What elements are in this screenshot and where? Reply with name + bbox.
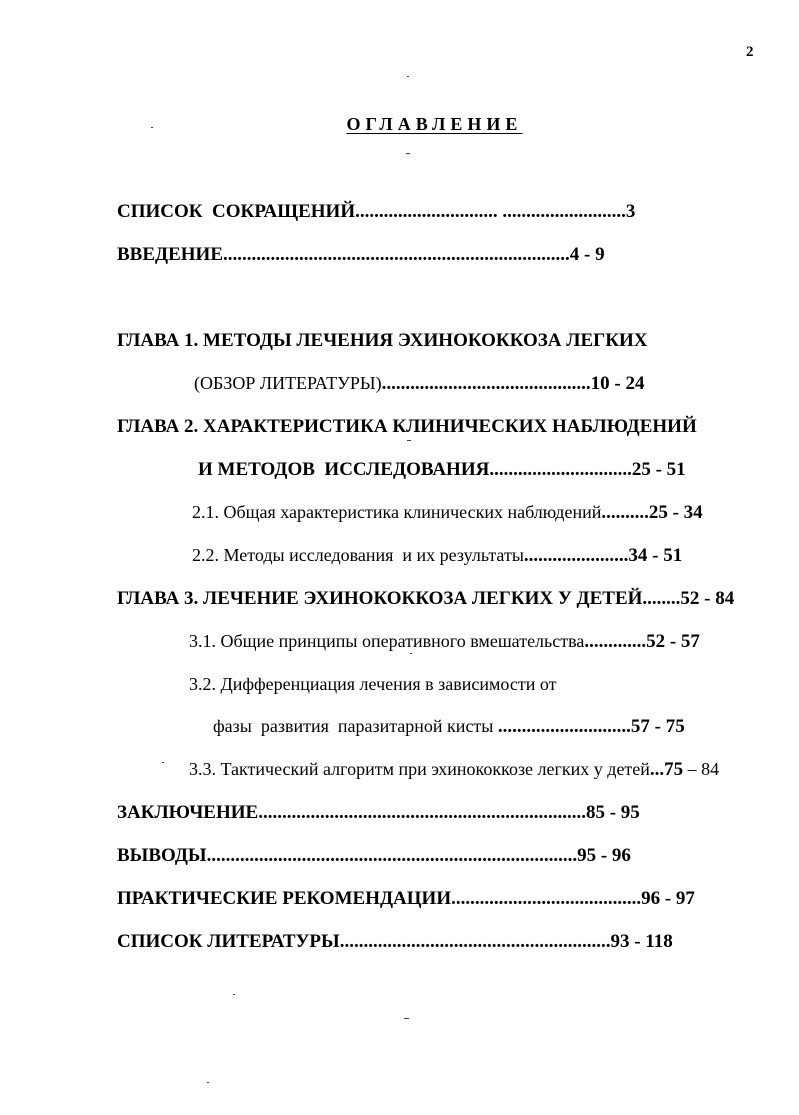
scan-speck — [207, 1082, 209, 1083]
toc-section-3-3-pages-end: – 84 — [683, 759, 720, 779]
toc-section-2-2-pages: ......................34 - 51 — [523, 545, 683, 566]
toc-section-3-3-text: 3.3. Тактический алгоритм при эхинококкозе легких у детей — [189, 759, 650, 779]
toc-chapter3-title: ГЛАВА 3. ЛЕЧЕНИЕ ЭХИНОКОККОЗА ЛЕГКИХ У ДЕТЕЙ........52 - 84 — [117, 588, 735, 609]
toc-section-2-1-pages: ..........25 - 34 — [601, 502, 703, 523]
toc-introduction: ВВЕДЕНИЕ.........................................................................4 - 9 — [117, 244, 605, 265]
toc-section-3-3 — [189, 760, 719, 779]
toc-references: СПИСОК ЛИТЕРАТУРЫ.........................................................93 - 118 — [117, 931, 673, 952]
scan-speck — [410, 653, 412, 654]
toc-chapter1-subtitle — [194, 374, 644, 393]
toc-section-3-2-text: фазы развития паразитарной кисты — [213, 716, 498, 736]
toc-findings: ВЫВОДЫ..............................................................................95 - 96 — [117, 845, 631, 866]
toc-chapter1-pages: ............................................10 - 24 — [381, 373, 645, 394]
page-number: 2 — [746, 44, 754, 60]
scan-speck — [162, 762, 164, 763]
toc-chapter1-title: ГЛАВА 1. МЕТОДЫ ЛЕЧЕНИЯ ЭХИНОКОККОЗА ЛЕГКИХ — [117, 330, 648, 351]
toc-section-2-1 — [192, 503, 703, 522]
toc-section-3-2-pages: ............................57 - 75 — [497, 716, 685, 737]
toc-section-3-2-line1: 3.2. Дифференциация лечения в зависимости от — [189, 674, 557, 694]
scan-speck — [406, 153, 410, 154]
toc-section-2-1-text: 2.1. Общая характеристика клинических наблюдений — [192, 502, 602, 522]
toc-section-2-2 — [192, 546, 682, 565]
toc-chapter2-subtitle: И МЕТОДОВ ИССЛЕДОВАНИЯ..............................25 - 51 — [198, 459, 686, 480]
scan-speck — [151, 127, 153, 128]
scan-speck — [233, 994, 235, 995]
toc-section-3-2-line2 — [213, 717, 685, 736]
toc-section-3-1-pages: .............52 - 57 — [584, 631, 700, 652]
toc-recommendations: ПРАКТИЧЕСКИЕ РЕКОМЕНДАЦИИ........................................96 - 97 — [117, 888, 695, 909]
toc-heading: ОГЛАВЛЕНИЕ — [346, 114, 523, 134]
toc-chapter1-subtitle-text: (ОБЗОР ЛИТЕРАТУРЫ) — [194, 373, 382, 393]
toc-conclusion: ЗАКЛЮЧЕНИЕ.....................................................................85 - 95 — [117, 802, 640, 823]
toc-section-3-3-pages: ...75 — [649, 759, 684, 780]
toc-abbreviations: СПИСОК СОКРАЩЕНИЙ.............................. ..........................3 — [117, 201, 636, 222]
toc-chapter2-title: ГЛАВА 2. ХАРАКТЕРИСТИКА КЛИНИЧЕСКИХ НАБЛЮДЕНИЙ — [117, 416, 697, 437]
toc-section-3-1-text: 3.1. Общие принципы оперативного вмешательства — [189, 631, 585, 651]
toc-section-3-1 — [189, 632, 700, 651]
toc-section-2-2-text: 2.2. Методы исследования и их результаты — [192, 545, 524, 565]
scan-speck — [404, 1018, 409, 1019]
scan-speck — [407, 76, 409, 77]
scan-speck — [407, 440, 411, 441]
